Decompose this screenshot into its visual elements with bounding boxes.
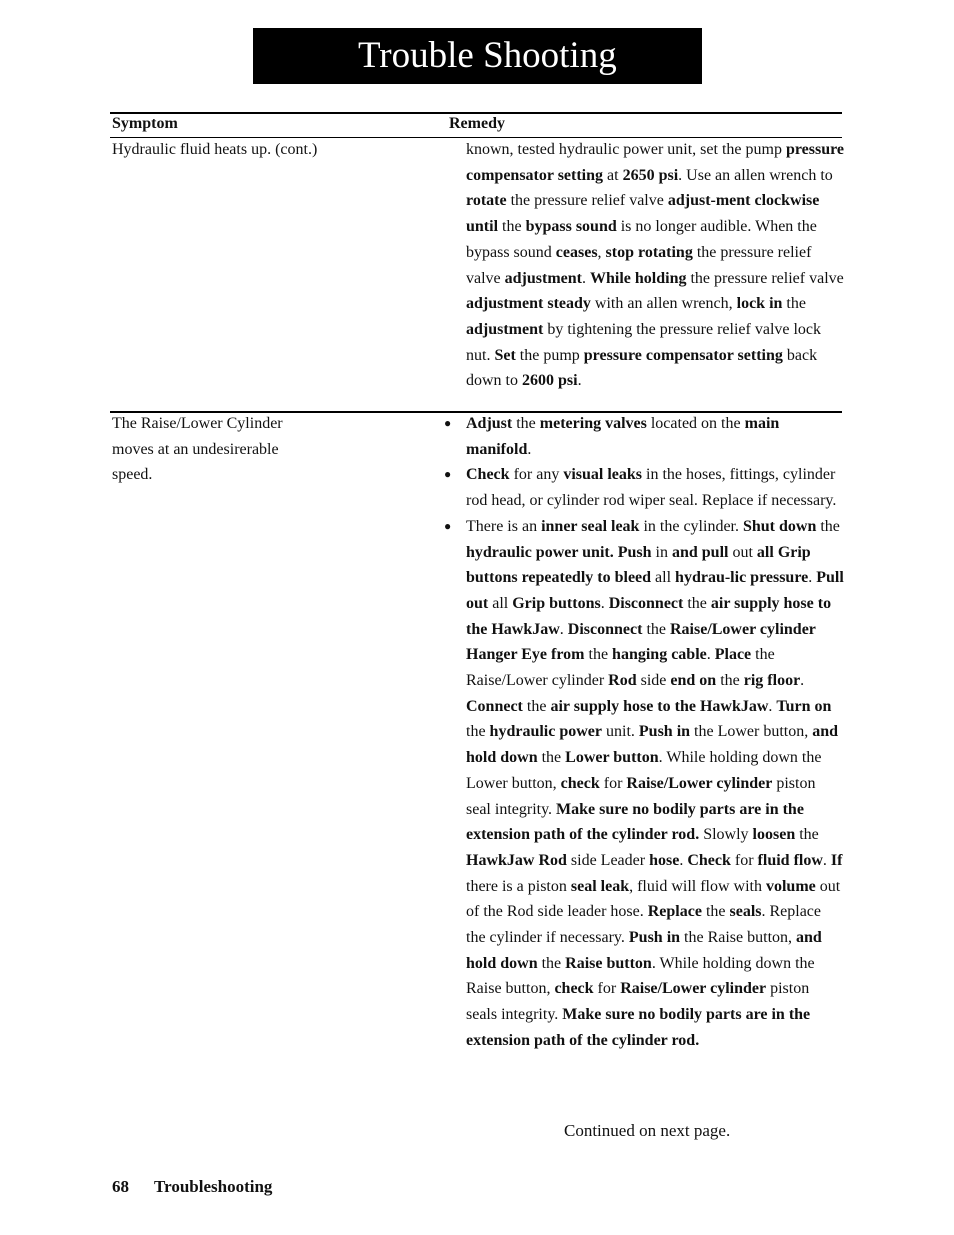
remedy-bold-text: hose (649, 851, 680, 869)
remedy-bold-text: hydrau-lic pressure (675, 569, 809, 587)
remedy-bold-text: check (554, 980, 594, 998)
remedy-text: There is an (466, 517, 542, 535)
remedy-text: the pressure relief valve (466, 243, 812, 287)
remedy-bold-text: Raise button (565, 954, 652, 972)
remedy-bold-text: Adjust (466, 415, 513, 432)
remedy-bold-text: end on (670, 672, 717, 690)
remedy-text: for any (509, 466, 564, 484)
remedy-text: the (466, 723, 490, 741)
remedy-bold-text: Raise/Lower cylinder (620, 980, 767, 998)
remedy-bold-text: all Grip buttons repeatedly to bleed (466, 543, 811, 587)
page-footer (112, 1175, 272, 1199)
remedy-text: side Leader (566, 851, 650, 869)
remedy-text: the Raise button, (680, 929, 797, 947)
bullet-icon: ● (444, 416, 452, 430)
remedy-bold-text: Make sure no bodily parts are in the extension path of the cylinder rod. (466, 1006, 811, 1049)
remedy-bold-text: rotate (466, 192, 507, 210)
remedy-bold-text: air supply hose to the HawkJaw (466, 594, 832, 638)
remedy-bold-text: air supply hose to the HawkJaw (550, 697, 769, 715)
remedy-text: all (488, 594, 513, 612)
remedy-text: , fluid will flow with (629, 877, 766, 895)
remedy-bold-text: main manifold (466, 415, 780, 458)
remedy-bold-text: adjustment (466, 320, 544, 338)
remedy-text: the (537, 954, 566, 972)
remedy-text: the (537, 749, 566, 767)
remedy-text: the (795, 826, 819, 844)
remedy-text: . (706, 646, 715, 664)
remedy-bold-text: Push in (628, 929, 681, 947)
remedy-text: . (577, 372, 582, 390)
remedy-bold-text: hydraulic power (489, 723, 602, 741)
remedy-bold-text: Shut down (742, 517, 817, 535)
continued-note: Continued on next page. (564, 1121, 731, 1140)
remedy-text: . While holding down the Raise button, (466, 954, 815, 998)
remedy-bold-text: Connect (466, 697, 523, 715)
symptom-text-row-1: Hydraulic fluid heats up. (cont.) (112, 141, 318, 158)
remedy-text: the (498, 218, 526, 236)
remedy-text: the (701, 903, 730, 921)
remedy-bold-text: check (560, 774, 600, 792)
remedy-text: by tightening the pressure relief valve lock nut. (466, 320, 822, 364)
remedy-bold-text: Turn on (776, 697, 832, 715)
remedy-text: the (716, 672, 744, 690)
remedy-bold-text: seals (729, 903, 762, 921)
page-banner (253, 28, 702, 84)
remedy-text: for (730, 851, 758, 869)
remedy-bold-text: and hold down (466, 723, 839, 767)
remedy-text: all (651, 569, 676, 587)
remedy-bold-text: Grip buttons (512, 594, 601, 612)
remedy-bold-text: hanging cable (612, 646, 707, 664)
footer-section-title: Troubleshooting (154, 1177, 273, 1196)
remedy-bold-text: and pull (671, 543, 729, 561)
list-item (444, 514, 844, 1054)
remedy-bold-text: metering valves (539, 415, 647, 432)
remedy-text: . (527, 440, 532, 458)
bullet-icon: ● (444, 467, 452, 482)
remedy-text: . (768, 697, 777, 715)
remedy-bold-text: If (830, 851, 843, 869)
remedy-text: the Lower button, (690, 723, 813, 741)
remedy-bold-text: fluid flow (757, 851, 823, 869)
remedy-text: back down to (466, 346, 818, 390)
remedy-bold-text: Pull out (466, 569, 844, 612)
remedy-bold-text: bypass sound (525, 218, 617, 236)
remedy-bold-text: rig floor (743, 672, 801, 690)
remedy-text: in (651, 543, 672, 561)
remedy-text: the (816, 517, 840, 535)
remedy-text-row-1 (466, 137, 844, 394)
remedy-text: located on the (646, 415, 745, 432)
remedy-text: the pump (515, 346, 584, 364)
remedy-bold-text: visual leaks (563, 466, 643, 484)
remedy-bold-text: Replace (647, 903, 702, 921)
remedy-bold-text: inner seal leak (541, 517, 640, 535)
remedy-text: piston seals integrity. (466, 980, 810, 1024)
remedy-text: for (599, 774, 627, 792)
remedy-bold-text: Check (687, 851, 731, 869)
remedy-bold-text: lock in (736, 295, 783, 313)
remedy-text: the pressure relief valve (686, 269, 844, 287)
remedy-text: the (683, 594, 711, 612)
remedy-bold-text: Make sure no bodily parts are in the extension path of the cylinder rod. (466, 800, 804, 844)
remedy-bold-text: Disconnect (608, 594, 684, 612)
remedy-column-header: Remedy (449, 115, 505, 132)
remedy-bold-text: While holding (590, 269, 687, 287)
remedy-text: the Raise/Lower cylinder (466, 646, 775, 690)
remedy-bold-text: 2650 psi (622, 166, 679, 184)
remedy-text: is no longer audible. When the bypass sound (466, 218, 817, 261)
remedy-bold-text: Raise/Lower cylinder (626, 774, 773, 792)
remedy-text: . (808, 569, 817, 587)
remedy-text: , (597, 243, 606, 261)
remedy-bold-text: adjustment (504, 269, 582, 287)
remedy-text: the (642, 620, 670, 638)
remedy-bold-text: Raise/Lower cylinder Hanger Eye from (466, 620, 816, 664)
remedy-text: in the cylinder. (639, 517, 743, 535)
remedy-text: out (728, 543, 757, 561)
page-number: 68 (112, 1177, 129, 1196)
remedy-text: . Replace the cylinder if necessary. (466, 903, 822, 947)
remedy-bold-text: volume (765, 877, 816, 895)
remedy-text: . (559, 620, 568, 638)
list-item (444, 411, 844, 462)
remedy-text: . (582, 269, 590, 287)
remedy-text: . (679, 851, 688, 869)
remedy-text: the (512, 415, 540, 432)
remedy-bold-text: 2600 psi (522, 372, 578, 390)
remedy-text: in the hoses, fittings, cylinder rod head, or cylinder rod wiper seal. Replace if necessary. (466, 466, 837, 510)
symptom-column-header: Symptom (112, 115, 178, 132)
remedy-bold-text: Rod (608, 672, 637, 690)
symptom-text-row-2: The Raise/Lower Cylinder moves at an undesirerable speed. (112, 415, 283, 484)
remedy-bold-text: Set (494, 346, 516, 364)
remedy-text: the (584, 646, 613, 664)
remedy-text: Slowly (699, 826, 753, 844)
remedy-text: . (600, 594, 609, 612)
remedy-bold-text: stop rotating (605, 243, 693, 261)
remedy-bold-text: Check (466, 466, 510, 484)
remedy-bold-text: Place (714, 646, 752, 664)
remedy-text: known, tested hydraulic power unit, set the pump (466, 141, 786, 158)
remedy-text: . Use an allen wrench to (678, 166, 833, 184)
remedy-bold-text: adjust-ment clockwise until (466, 192, 820, 236)
remedy-bold-text: Disconnect (567, 620, 643, 638)
remedy-bold-text: pressure compensator setting (583, 346, 783, 364)
remedy-bold-text: and hold down (466, 929, 822, 972)
remedy-text: the pressure relief valve (506, 192, 668, 210)
remedy-text: unit. (602, 723, 639, 741)
remedy-text: . While holding down the Lower button, (466, 749, 822, 792)
remedy-text: at (603, 166, 623, 184)
remedy-bold-text: hydraulic power unit. Push (466, 543, 652, 561)
remedy-text: for (593, 980, 621, 998)
remedy-bold-text: ceases (555, 243, 598, 261)
remedy-bold-text: pressure compensator setting (466, 141, 845, 184)
page-title: Trouble Shooting (358, 35, 617, 76)
remedy-bold-text: Lower button (565, 749, 659, 767)
remedy-text: piston seal integrity. (466, 774, 816, 818)
remedy-bold-text: HawkJaw Rod (466, 851, 567, 869)
list-item (444, 462, 844, 513)
remedy-bold-text: loosen (752, 826, 796, 844)
remedy-text: the (522, 697, 551, 715)
remedy-text: with an allen wrench, (590, 295, 737, 313)
remedy-text: . (822, 851, 831, 869)
remedy-text: there is a piston (466, 877, 571, 895)
remedy-text: out of the Rod side leader hose. (466, 877, 841, 921)
remedy-bold-text: seal leak (570, 877, 630, 895)
remedy-bullet-list-row-2 (444, 411, 844, 1054)
remedy-text: the (782, 295, 806, 313)
remedy-bold-text: Push in (638, 723, 691, 741)
remedy-text: side (636, 672, 671, 690)
remedy-bold-text: adjustment steady (466, 295, 591, 313)
remedy-text: . (800, 672, 805, 690)
bullet-icon: ● (444, 518, 452, 533)
remedy-paragraph (466, 137, 844, 394)
